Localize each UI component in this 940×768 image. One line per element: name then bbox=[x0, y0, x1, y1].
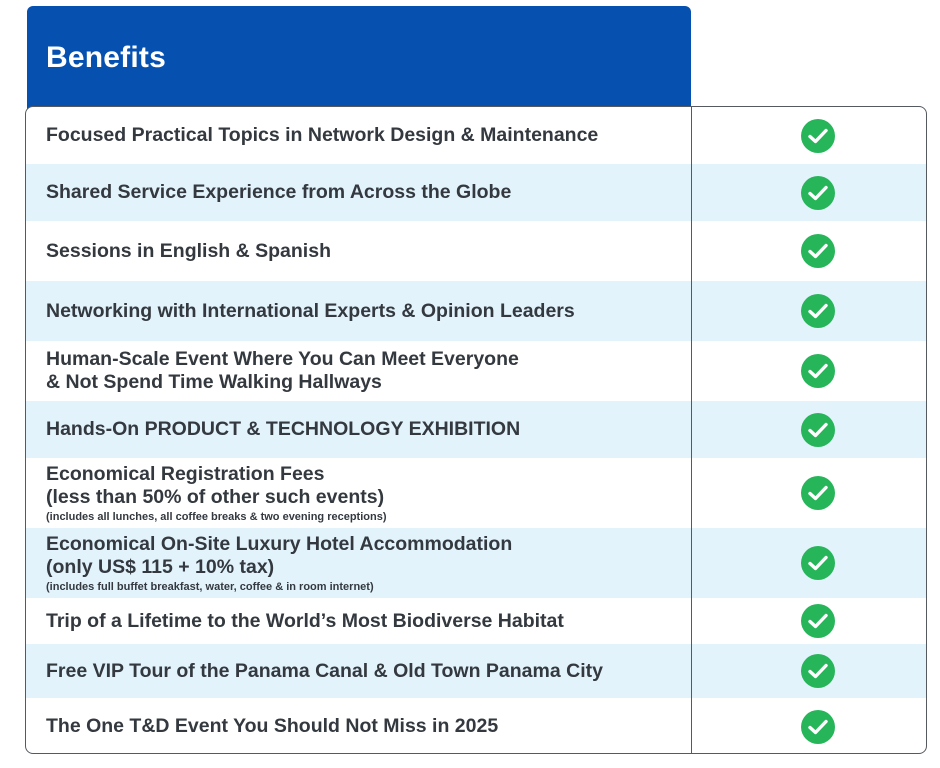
check-circle-icon bbox=[801, 604, 835, 638]
benefit-text bbox=[46, 107, 676, 164]
benefit-row bbox=[26, 341, 926, 401]
column-divider bbox=[691, 107, 692, 753]
check-circle-icon bbox=[801, 234, 835, 268]
benefit-line: Human-Scale Event Where You Can Meet Everyone bbox=[46, 348, 519, 370]
benefit-row bbox=[26, 458, 926, 528]
benefit-line: Economical Registration Fees bbox=[46, 462, 325, 485]
check-circle-icon bbox=[801, 710, 835, 744]
check-circle-icon bbox=[801, 354, 835, 388]
benefit-line: The One T&D Event You Should Not Miss in 2025 bbox=[46, 715, 499, 737]
benefit-row bbox=[26, 107, 926, 164]
header-title: Benefits bbox=[46, 41, 166, 74]
benefit-line: Free VIP Tour of the Panama Canal & Old Town Panama City bbox=[46, 659, 603, 682]
benefit-line: (only US$ 115 + 10% tax) bbox=[46, 555, 275, 578]
benefit-line: Networking with International Experts & Opinion Leaders bbox=[46, 299, 575, 322]
check-circle-icon bbox=[801, 176, 835, 210]
benefit-row bbox=[26, 164, 926, 221]
benefit-row bbox=[26, 401, 926, 458]
benefit-text bbox=[46, 341, 676, 401]
check-circle-icon bbox=[801, 654, 835, 688]
benefit-line: & Not Spend Time Walking Hallways bbox=[46, 371, 382, 393]
benefit-line: Shared Service Experience from Across the Globe bbox=[46, 181, 512, 203]
benefit-row bbox=[26, 281, 926, 341]
benefit-row bbox=[26, 644, 926, 698]
benefit-text bbox=[46, 698, 676, 754]
benefit-note: (includes all lunches, all coffee breaks & two evening receptions) bbox=[46, 510, 387, 523]
benefit-line: Focused Practical Topics in Network Design & Maintenance bbox=[46, 124, 599, 146]
benefit-text bbox=[46, 281, 676, 341]
benefit-row bbox=[26, 698, 926, 754]
benefit-text bbox=[46, 528, 676, 598]
check-circle-icon bbox=[801, 119, 835, 153]
benefit-text bbox=[46, 221, 676, 281]
benefit-row bbox=[26, 528, 926, 598]
check-circle-icon bbox=[801, 476, 835, 510]
benefits-table bbox=[25, 106, 927, 754]
benefit-text bbox=[46, 458, 676, 528]
benefit-text bbox=[46, 164, 676, 221]
benefit-line: Economical On-Site Luxury Hotel Accommodation bbox=[46, 532, 513, 555]
benefits-header bbox=[27, 6, 691, 109]
benefit-note: (includes full buffet breakfast, water, coffee & in room internet) bbox=[46, 580, 374, 593]
benefit-text bbox=[46, 401, 676, 458]
benefit-row bbox=[26, 598, 926, 644]
check-circle-icon bbox=[801, 546, 835, 580]
check-circle-icon bbox=[801, 413, 835, 447]
benefit-line: Sessions in English & Spanish bbox=[46, 239, 331, 262]
benefit-text bbox=[46, 598, 676, 644]
benefit-row bbox=[26, 221, 926, 281]
check-circle-icon bbox=[801, 294, 835, 328]
benefit-line: (less than 50% of other such events) bbox=[46, 485, 385, 508]
benefit-line: Hands-On PRODUCT & TECHNOLOGY EXHIBITION bbox=[46, 418, 521, 440]
benefit-line: Trip of a Lifetime to the World’s Most Biodiverse Habitat bbox=[46, 609, 564, 632]
benefit-text bbox=[46, 644, 676, 698]
